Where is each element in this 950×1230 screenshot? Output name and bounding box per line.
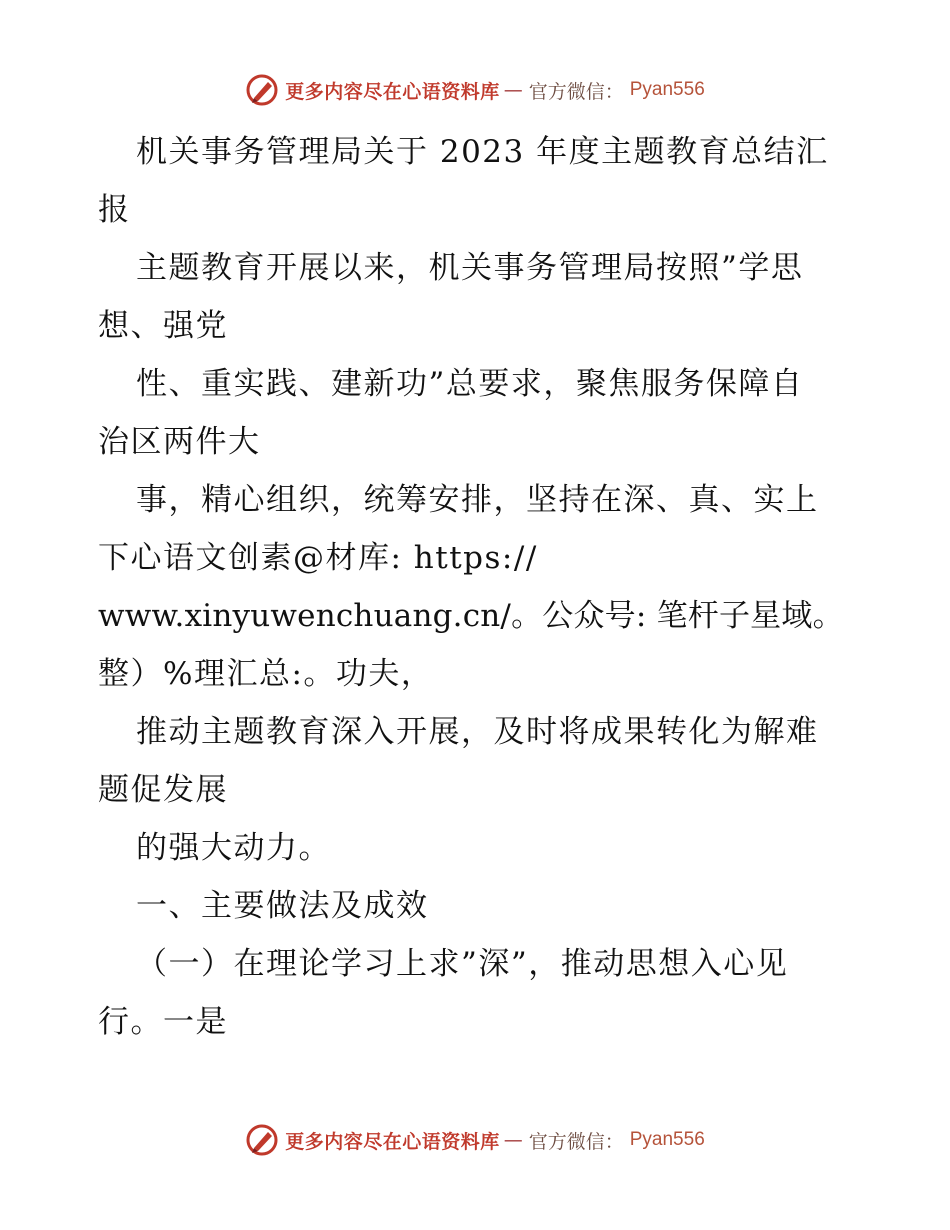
watermark-dash: — [503, 1129, 523, 1151]
section-heading: 一、主要做法及成效 [136, 888, 429, 924]
footer-watermark [0, 1122, 950, 1158]
document-title-line: 报 [98, 192, 131, 228]
document-body [98, 123, 858, 1051]
watermark-sub-text: 官方微信： [528, 80, 624, 103]
watermark-main-text: 更多内容尽在心语资料库 [285, 80, 500, 103]
watermark-main-text: 更多内容尽在心语资料库 [285, 1130, 500, 1153]
paragraph-line: 性、重实践、建新功”总要求，聚焦服务保障自 [136, 366, 804, 402]
watermark-wechat-id: Pyan556 [629, 79, 705, 100]
paragraph-line: 题促发展 [98, 772, 228, 808]
paragraph-line: 行。一是 [98, 1004, 228, 1040]
watermark-dash: — [503, 79, 523, 101]
paragraph-line: 下心语文创素@材库: https:// [98, 540, 538, 576]
pen-logo-icon [245, 73, 279, 107]
pen-logo-icon [245, 1123, 279, 1157]
paragraph-line: 推动主题教育深入开展，及时将成果转化为解难 [136, 714, 819, 750]
paragraph-line: 主题教育开展以来，机关事务管理局按照”学思 [136, 250, 804, 286]
watermark-sub-text: 官方微信： [528, 1130, 624, 1153]
paragraph-line: 想、强党 [98, 308, 228, 344]
paragraph-line: 事，精心组织，统筹安排，坚持在深、真、实上 [136, 482, 819, 518]
document-title-line: 机关事务管理局关于 2023 年度主题教育总结汇 [136, 134, 829, 170]
header-watermark [0, 72, 950, 108]
paragraph-line: 治区两件大 [98, 424, 261, 460]
watermark-wechat-id: Pyan556 [629, 1129, 705, 1150]
paragraph-line: www.xinyuwenchuang.cn/。公众号: 笔杆子星域。 [98, 598, 844, 634]
subsection-heading-line: （一）在理论学习上求”深”，推动思想入心见 [136, 946, 789, 982]
paragraph-line: 的强大动力。 [136, 830, 331, 866]
paragraph-line: 整）%理汇总:。功夫， [98, 656, 434, 692]
